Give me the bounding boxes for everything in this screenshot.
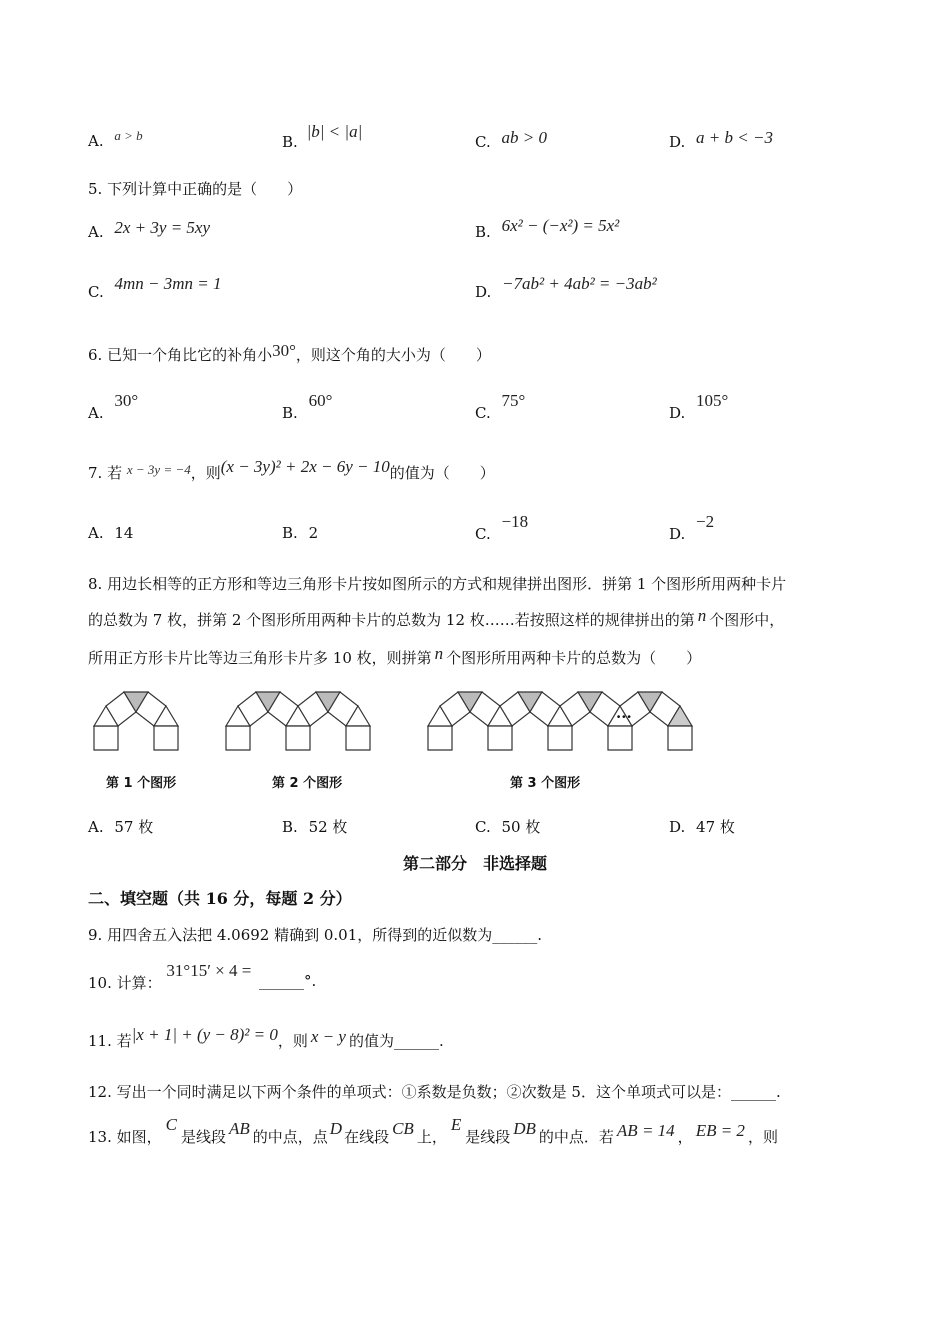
q7-stem: 7. 若 x − 3y = −4，则(x − 3y)² + 2x − 6y − 10的值为（ ） xyxy=(88,457,495,482)
figure-2 xyxy=(226,692,370,750)
q4-option-a: A. a > b xyxy=(88,128,143,150)
q4-option-c-expr: ab > 0 xyxy=(501,128,547,147)
q4-option-d-expr: a + b < −3 xyxy=(696,128,773,147)
q6-stem: 6. 已知一个角比它的补角小30°，则这个角的大小为（ ） xyxy=(88,341,491,364)
q9-text: 9. 用四舍五入法把 4.0692 精确到 0.01，所得到的近似数为______. xyxy=(88,926,543,944)
section-heading: 二、填空题（共 16 分，每题 2 分） xyxy=(88,889,352,908)
q7-option-b: B. 2 xyxy=(282,524,319,542)
q6-option-b-expr: 60° xyxy=(308,391,333,410)
figure-caption-3: 第 3 个图形 xyxy=(510,776,581,791)
q7-option-d: D. −2 xyxy=(669,512,715,543)
q8-option-a: A. 57 枚 xyxy=(88,818,154,836)
q10-blank: ______°. xyxy=(259,972,317,990)
q5-option-b: B. 6x² − (−x²) = 5x² xyxy=(475,216,620,241)
q8-line-2: 的总数为 7 枚，拼第 2 个图形所用两种卡片的总数为 12 枚……若按照这样的规律拼出的第 n 个图形中， xyxy=(88,606,785,629)
q6-option-c-expr: 75° xyxy=(501,391,526,410)
q8-option-b: B. 52 枚 xyxy=(282,818,348,836)
q6-option-c: C. 75° xyxy=(475,391,526,422)
figure-1 xyxy=(94,692,178,750)
q6-stem-value: 30° xyxy=(272,341,296,360)
q5-option-c-expr: 4mn − 3mn = 1 xyxy=(114,274,222,293)
q13: 13. 如图，C是线段 AB 的中点，点 D 在线段 CB 上，E是线段 DB 的中点．若 AB = 14 ， EB = 2 ，则 xyxy=(88,1115,778,1146)
q8-figure xyxy=(88,682,738,762)
q4-option-c: C. ab > 0 xyxy=(475,128,547,151)
q6-option-b: B. 60° xyxy=(282,391,333,422)
q6-option-d: D. 105° xyxy=(669,391,729,422)
q11: 11. 若|x + 1| + (y − 8)² = 0，则 x − y 的值为______. xyxy=(88,1025,444,1050)
q7-option-c-expr: −18 xyxy=(501,512,529,531)
figure-3 xyxy=(428,692,692,750)
q7-option-c: C. −18 xyxy=(475,512,529,543)
q5-option-d-expr: −7ab² + 4ab² = −3ab² xyxy=(502,274,657,293)
figure-caption-1: 第 1 个图形 xyxy=(106,776,177,791)
figure-ellipsis: ··· xyxy=(616,708,632,726)
figure-caption-2: 第 2 个图形 xyxy=(272,776,343,791)
q5-option-c: C. 4mn − 3mn = 1 xyxy=(88,274,222,301)
q5-option-a: A. 2x + 3y = 5xy xyxy=(88,218,211,241)
q7-option-b-expr: 2 xyxy=(308,524,319,542)
q12-text: 12. 写出一个同时满足以下两个条件的单项式：①系数是负数；②次数是 5．这个单项式可以是：______. xyxy=(88,1083,781,1101)
part-two-title: 第二部分 非选择题 xyxy=(402,854,547,873)
q8-line-3: 所用正方形卡片比等边三角形卡片多 10 枚，则拼第 n 个图形所用两种卡片的总数为（ ） xyxy=(88,644,702,667)
q7-option-d-expr: −2 xyxy=(696,512,715,531)
q11-variable: x − y xyxy=(310,1027,346,1046)
q4-option-b: B. |b| < |a| xyxy=(282,122,363,151)
q7-condition: x − 3y = −4 xyxy=(126,462,191,477)
q4-option-a-expr: a > b xyxy=(114,128,143,143)
q5-option-a-expr: 2x + 3y = 5xy xyxy=(114,218,211,237)
q5-stem: 5. 下列计算中正确的是（ ） xyxy=(88,180,303,198)
q8-option-d: D. 47 枚 xyxy=(669,818,735,836)
q6-option-d-expr: 105° xyxy=(696,391,729,410)
q6-option-a-expr: 30° xyxy=(114,391,139,410)
q13-condition-1: AB = 14 xyxy=(616,1121,675,1140)
q7-option-a: A. 14 xyxy=(88,524,134,542)
q4-option-d: D. a + b < −3 xyxy=(669,128,773,151)
q10-expression: 31°15′ × 4 = xyxy=(166,961,252,980)
q7-expression: (x − 3y)² + 2x − 6y − 10 xyxy=(220,457,390,476)
q11-expression: |x + 1| + (y − 8)² = 0 xyxy=(131,1025,278,1044)
q5-option-d: D. −7ab² + 4ab² = −3ab² xyxy=(475,274,657,301)
q8-option-c: C. 50 枚 xyxy=(475,818,541,836)
q7-option-a-expr: 14 xyxy=(114,524,134,542)
q8-line-1: 8. 用边长相等的正方形和等边三角形卡片按如图所示的方式和规律拼出图形．拼第 1 个图形所用两种卡片 xyxy=(88,575,787,593)
q13-condition-2: EB = 2 xyxy=(695,1121,745,1140)
q10: 10. 计算： 31°15′ × 4 = xyxy=(88,961,252,992)
q5-option-b-expr: 6x² − (−x²) = 5x² xyxy=(501,216,620,235)
q4-option-b-expr: |b| < |a| xyxy=(306,122,363,141)
q6-option-a: A. 30° xyxy=(88,391,139,422)
